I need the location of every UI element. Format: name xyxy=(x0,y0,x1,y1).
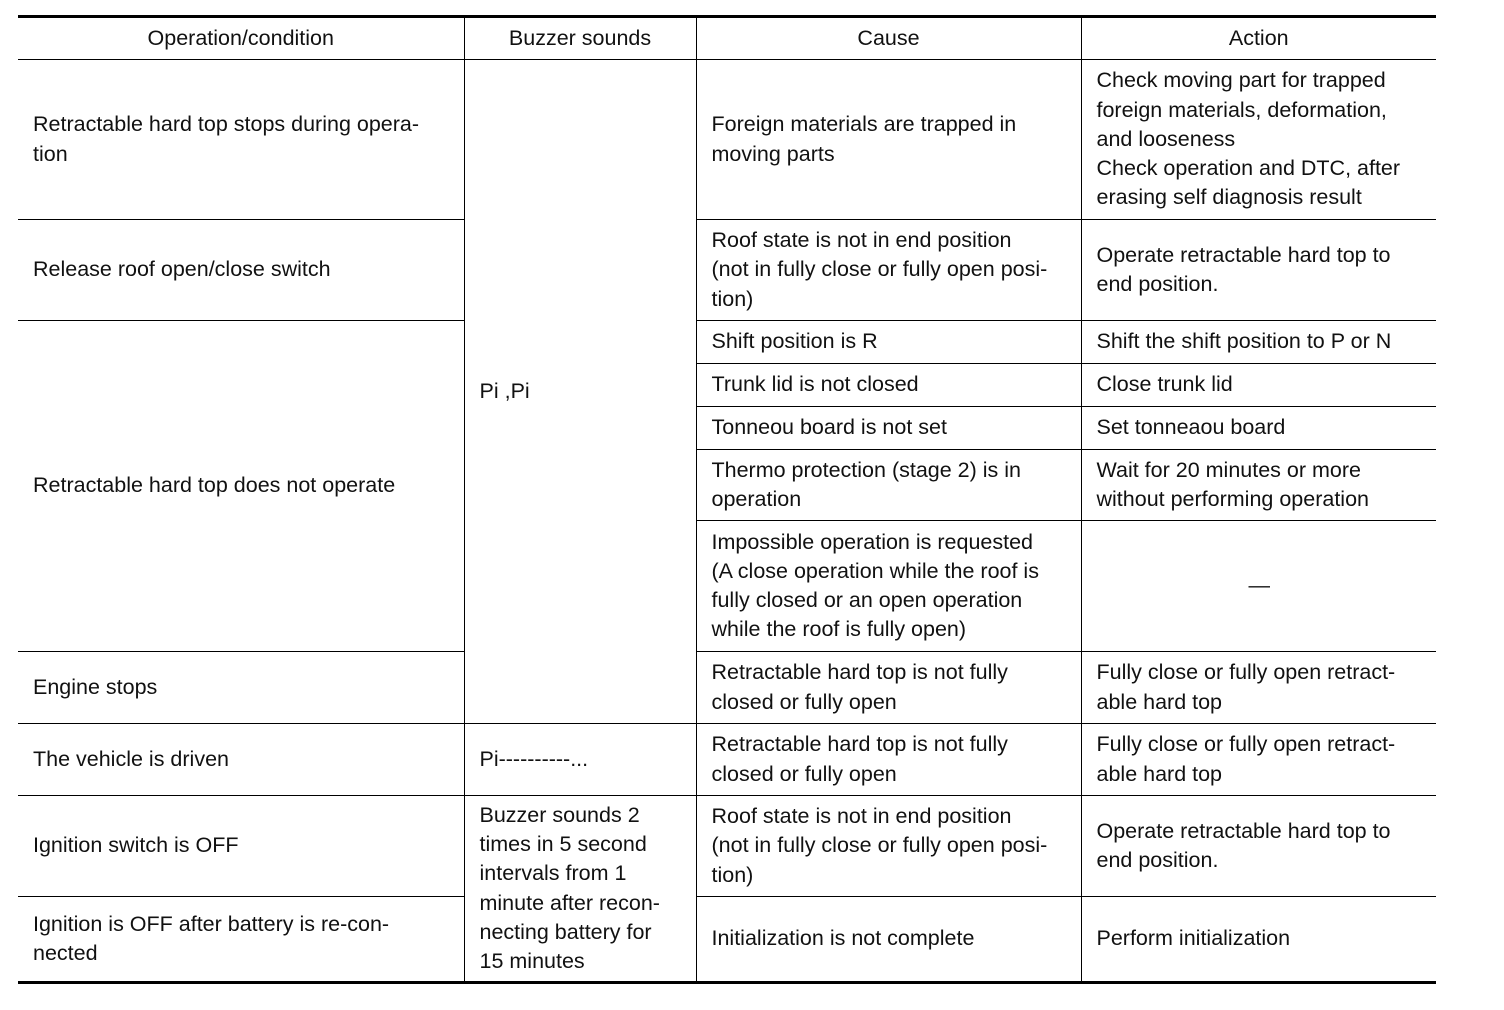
buzzer-troubleshooting-table xyxy=(18,15,1436,984)
cause-cell: Initialization is not complete xyxy=(696,897,1081,983)
action-cell: Close trunk lid xyxy=(1081,364,1436,407)
action-cell: Operate retractable hard top to end position. xyxy=(1081,796,1436,897)
operation-cell: Retractable hard top stops during opera- tion xyxy=(18,60,464,220)
cause-cell: Shift position is R xyxy=(696,321,1081,364)
cause-cell: Foreign materials are trapped in moving parts xyxy=(696,60,1081,220)
buzzer-cell: Pi----------... xyxy=(464,724,696,796)
operation-cell: Retractable hard top does not operate xyxy=(18,321,464,652)
operation-cell: Ignition is OFF after battery is re-con- nected xyxy=(18,897,464,983)
buzzer-cell: Buzzer sounds 2 times in 5 second intervals from 1 minute after recon- necting battery for 15 minutes xyxy=(464,796,696,983)
cause-cell: Roof state is not in end position (not in fully close or fully open posi- tion) xyxy=(696,796,1081,897)
action-cell: Wait for 20 minutes or more without performing operation xyxy=(1081,450,1436,521)
action-cell: Fully close or fully open retract- able hard top xyxy=(1081,724,1436,796)
cause-cell: Impossible operation is requested (A close operation while the roof is fully closed or an open operation while the roof is fully open) xyxy=(696,521,1081,652)
action-cell: Shift the shift position to P or N xyxy=(1081,321,1436,364)
action-cell: Operate retractable hard top to end position. xyxy=(1081,220,1436,321)
operation-cell: Ignition switch is OFF xyxy=(18,796,464,897)
table-row xyxy=(18,60,1436,220)
table-row xyxy=(18,652,1436,724)
cause-cell: Retractable hard top is not fully closed or fully open xyxy=(696,724,1081,796)
table-row xyxy=(18,796,1436,897)
table-row xyxy=(18,220,1436,321)
cause-cell: Retractable hard top is not fully closed or fully open xyxy=(696,652,1081,724)
header-action: Action xyxy=(1081,17,1436,60)
table-header-row xyxy=(18,17,1436,60)
header-cause: Cause xyxy=(696,17,1081,60)
header-buzzer: Buzzer sounds xyxy=(464,17,696,60)
table-row xyxy=(18,897,1436,983)
cause-cell: Roof state is not in end position (not in fully close or fully open posi- tion) xyxy=(696,220,1081,321)
action-cell: — xyxy=(1081,521,1436,652)
action-cell: Fully close or fully open retract- able hard top xyxy=(1081,652,1436,724)
cause-cell: Thermo protection (stage 2) is in operation xyxy=(696,450,1081,521)
cause-cell: Trunk lid is not closed xyxy=(696,364,1081,407)
header-operation: Operation/condition xyxy=(18,17,464,60)
operation-cell: Release roof open/close switch xyxy=(18,220,464,321)
action-cell: Check moving part for trapped foreign materials, deformation, and looseness Check operation and DTC, after erasing self diagnosis result xyxy=(1081,60,1436,220)
table-row xyxy=(18,724,1436,796)
action-cell: Set tonneaou board xyxy=(1081,407,1436,450)
cause-cell: Tonneou board is not set xyxy=(696,407,1081,450)
table-row xyxy=(18,321,1436,364)
operation-cell: The vehicle is driven xyxy=(18,724,464,796)
buzzer-cell: Pi ,Pi xyxy=(464,60,696,724)
action-cell: Perform initialization xyxy=(1081,897,1436,983)
operation-cell: Engine stops xyxy=(18,652,464,724)
